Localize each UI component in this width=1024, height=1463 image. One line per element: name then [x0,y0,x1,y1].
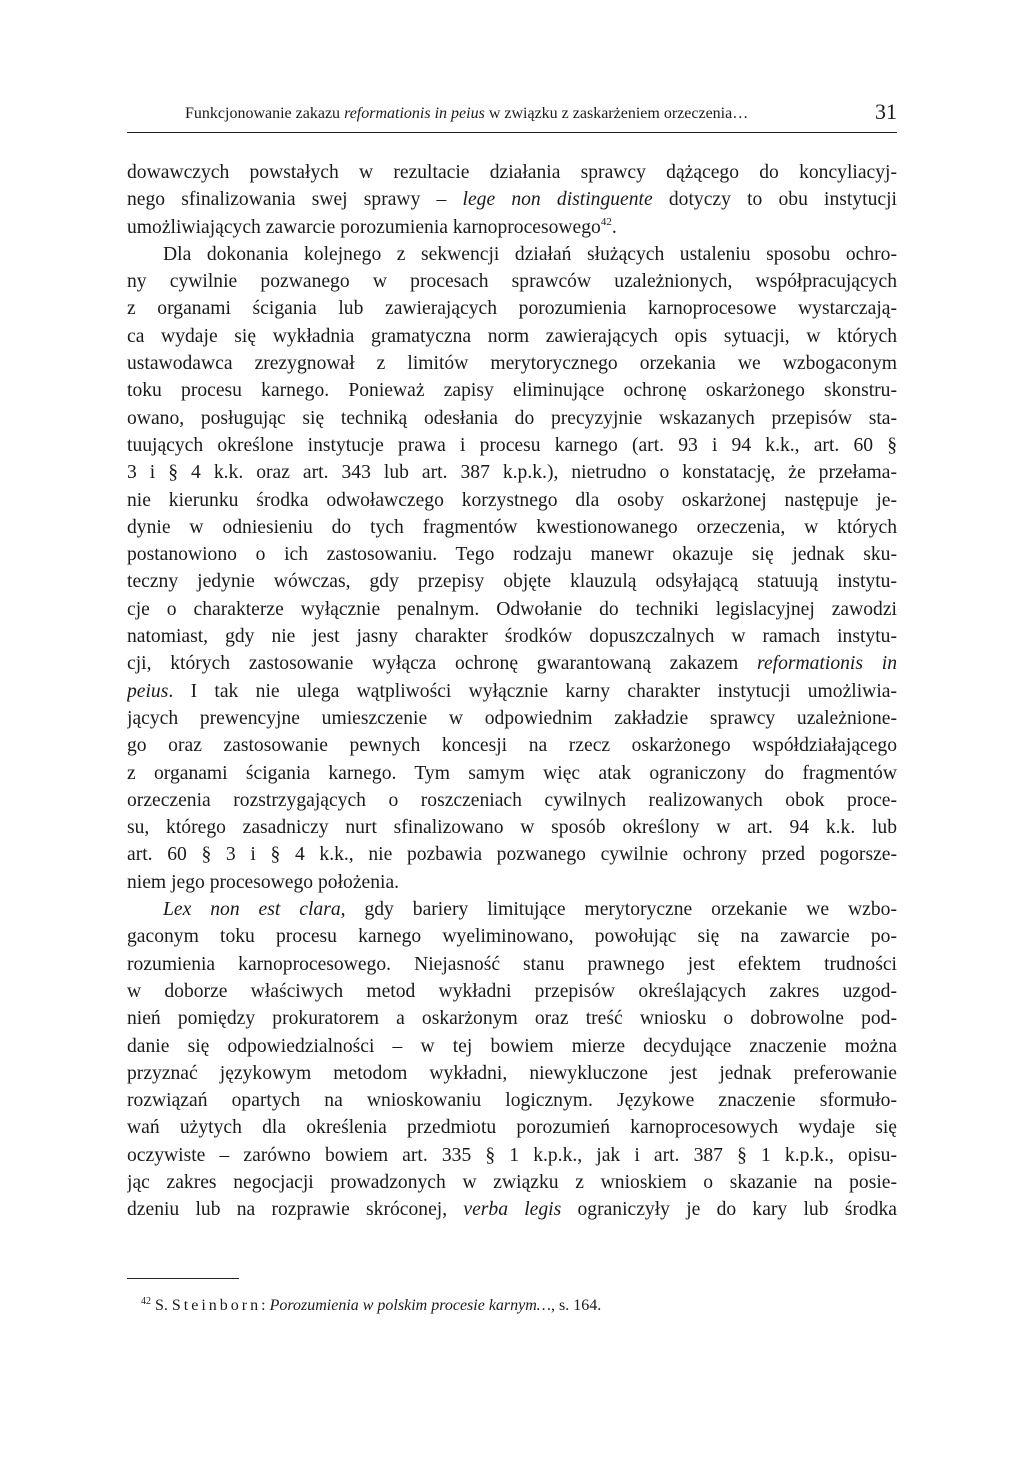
footnote-divider [127,1278,239,1279]
text-line: cji, których zastosowanie wyłącza ochronę gwarantowaną zakazem reformationis in [127,653,897,675]
text-line: z organami ścigania lub zawierających porozumienia karnoprocesowe wystarczają- [127,298,897,320]
text-line: w doborze właściwych metod wykładni przepisów określających zakres uzgod- [127,980,897,1002]
text-line: toku procesu karnego. Ponieważ zapisy eliminujące ochronę oskarżonego skonstru- [127,380,897,402]
paragraph-start: Dla dokonania kolejnego z sekwencji działań służących ustaleniu sposobu ochro- [163,243,897,265]
text-line: ustawodawca zrezygnował z limitów merytorycznego orzekania we wzbogaconym [127,353,897,375]
text-line: rozwiązań opartych na wnioskowaniu logicznym. Językowe znaczenie sformuło- [127,1090,897,1112]
page-number: 31 [875,99,897,124]
text-line: natomiast, gdy nie jest jasny charakter środków dopuszczalnych w ramach instytu- [127,626,897,648]
footnote-reference[interactable]: 42 [600,215,612,228]
text-line: nie kierunku środka odwoławczego korzystnego dla osoby oskarżonej następuje je- [127,489,897,511]
text-line: danie się odpowiedzialności – w tej bowiem mierze decydujące znaczenie można [127,1035,897,1057]
text-line: owano, posługując się techniką odesłania do precyzyjnie wskazanych przepisów sta- [127,407,897,429]
running-title: Funkcjonowanie zakazu reformationis in peius w związku z zaskarżeniem orzeczenia… [185,105,749,122]
text-line: su, którego zasadniczy nurt sfinalizowano w sposób określony w art. 94 k.k. lub [127,817,897,839]
footnote: $^{42}$ S. Steinborn: Porozumienia w polskim procesie karnym…, s. 164. [141,1296,602,1314]
running-title-italic: reformationis in peius [344,105,485,122]
text-line: dynie w odniesieniu do tych fragmentów kwestionowanego orzeczenia, w których [127,516,897,538]
text-line: niem jego procesowego położenia. [127,871,400,893]
text-line: cje o charakterze wyłącznie penalnym. Odwołanie do techniki legislacyjnej zawodzi [127,598,897,620]
text-line: rozumienia karnoprocesowego. Niejasność stanu prawnego jest efektem trudności [127,953,897,975]
text-line: go oraz zastosowanie pewnych koncesji na rzecz oskarżonego współdziałającego [127,735,897,757]
text-line: z organami ścigania karnego. Tym samym więc atak ograniczony do fragmentów [127,762,897,784]
text-line: oczywiste – zarówno bowiem art. 335 § 1 k.p.k., jak i art. 387 § 1 k.p.k., opisu- [127,1144,897,1166]
text-line: jących prewencyjne umieszczenie w odpowiednim zakładzie sprawcy uzależnione- [127,707,897,729]
text-line: tuujących określone instytucje prawa i procesu karnego (art. 93 i 94 k.k., art. 60 § [127,434,897,456]
text-line: gaconym toku procesu karnego wyeliminowano, powołując się na zawarcie po- [127,926,897,948]
document-page [127,96,897,1314]
text-line: wań użytych dla określenia przedmiotu porozumień karnoprocesowych wydaje się [127,1117,897,1139]
text-line: art. 60 § 3 i § 4 k.k., nie pozbawia pozwanego cywilnie ochrony przed pogorsze- [127,844,897,866]
paragraph-start: Lex non est clara, gdy bariery limitujące merytoryczne orzekanie we wzbo- [163,899,897,921]
text-line: nego sfinalizowania swej sprawy – lege non distinguente dotyczy to obu instytucji [127,189,897,211]
text-line: ny cywilnie pozwanego w procesach sprawców uzależnionych, współpracujących [127,271,897,293]
text-line: jąc zakres negocjacji prowadzonych w związku z wnioskiem o skazanie na posie- [127,1171,897,1193]
body-text [127,159,897,1224]
text-line: przyznać językowym metodom wykładni, niewykluczone jest jednak preferowanie [127,1062,897,1084]
text-line: peius. I tak nie ulega wątpliwości wyłącznie karny charakter instytucji umożliwia- [127,680,897,702]
text-line: 3 i § 4 k.k. oraz art. 343 lub art. 387 k.p.k.), nietrudno o konstatację, że przełama- [127,462,897,484]
footnote-title: Porozumienia w polskim procesie karnym… [269,1297,552,1314]
running-header [127,96,897,133]
text-line: dzeniu lub na rozprawie skróconej, verba legis ograniczyły je do kary lub środka [127,1199,897,1221]
text-line: postanowiono o ich zastosowaniu. Tego rodzaju manewr okazuje się jednak sku- [127,544,897,566]
text-line: orzeczenia rozstrzygających o roszczeniach cywilnych realizowanych obok proce- [127,789,897,811]
text-line: dowawczych powstałych w rezultacie działania sprawcy dążącego do koncyliacyj- [127,162,897,183]
text-line: nień pomiędzy prokuratorem a oskarżonym oraz treść wniosku o dobrowolne pod- [127,1008,897,1030]
text-line: teczny jedynie wówczas, gdy przepisy objęte klauzulą odsyłającą statuują instytu- [127,571,897,593]
text-line: umożliwiających zawarcie porozumienia karnoprocesowego$^{42}$. [127,215,617,238]
footnote-number: 42 [141,1296,151,1307]
text-line: ca wydaje się wykładnia gramatyczna norm zawierających opis sytuacji, w których [127,325,897,347]
footnote-author: Steinborn [171,1297,262,1314]
